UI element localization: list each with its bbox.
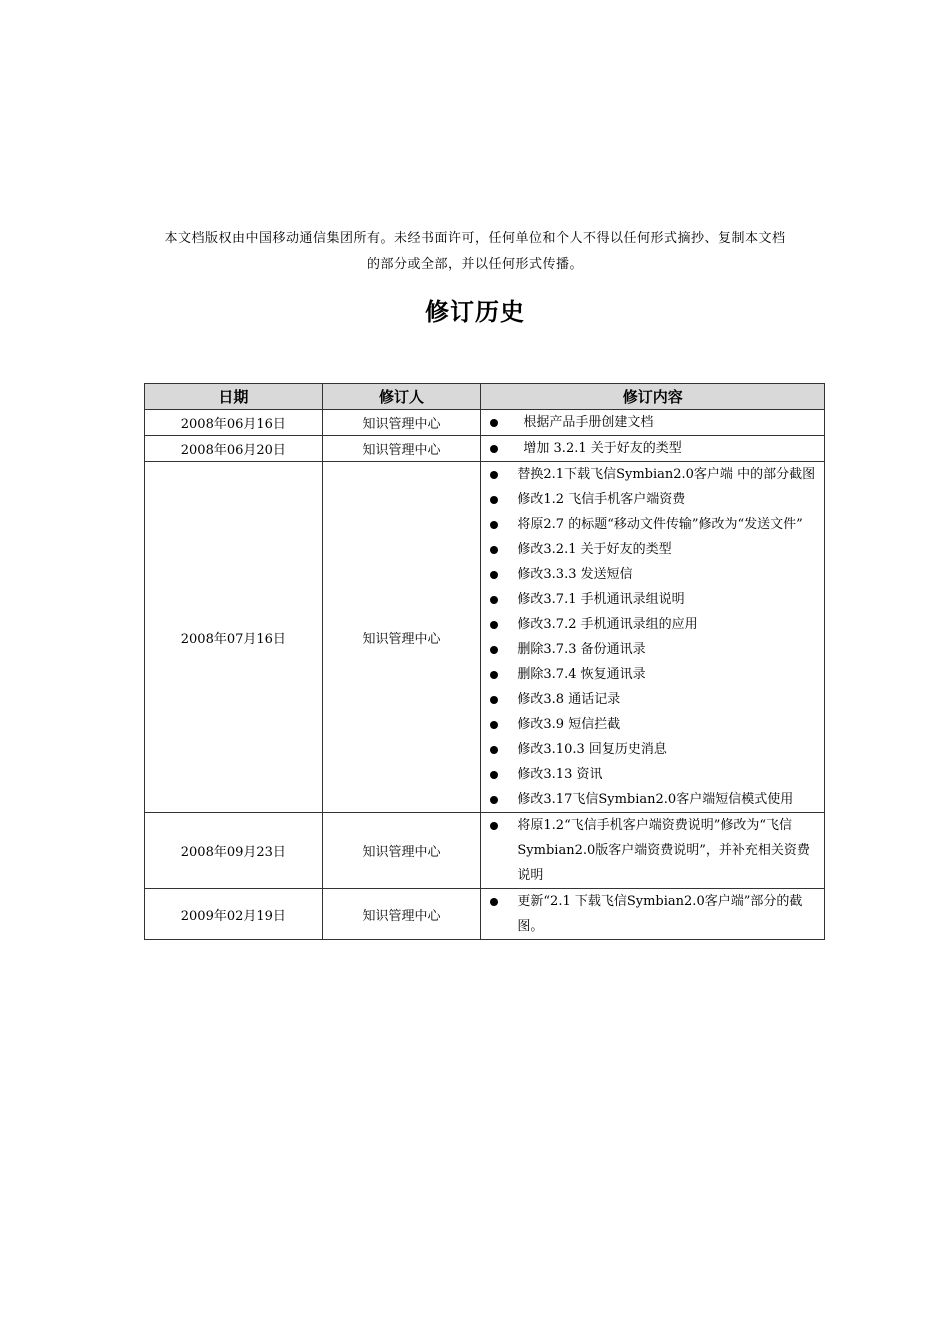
bullet-icon — [490, 419, 498, 427]
list-item-text: 将原2.7 的标题“移动文件传输”修改为“发送文件” — [517, 517, 803, 532]
row-content — [481, 889, 825, 940]
list-item-text: 删除3.7.4 恢复通讯录 — [517, 667, 646, 682]
bullet-icon — [490, 746, 498, 754]
list-item-text: 替换2.1下载飞信Symbian2.0客户端 中的部分截图 — [517, 467, 816, 482]
list-item — [481, 462, 824, 487]
table-row — [145, 813, 825, 889]
row-date: 2008年06月20日 — [145, 436, 323, 462]
row-content — [481, 410, 825, 436]
row-content — [481, 813, 825, 889]
list-item — [481, 637, 824, 662]
list-item — [481, 762, 824, 787]
table-header-row — [145, 384, 825, 410]
list-item — [481, 662, 824, 687]
list-item — [481, 512, 824, 537]
bullet-icon — [490, 546, 498, 554]
bullet-icon — [490, 471, 498, 479]
list-item-text: 增加 3.2.1 关于好友的类型 — [523, 441, 682, 456]
list-item — [481, 787, 824, 812]
list-item — [481, 562, 824, 587]
row-author: 知识管理中心 — [322, 889, 481, 940]
list-item-text: 修改3.7.1 手机通讯录组说明 — [517, 592, 685, 607]
table-row — [145, 889, 825, 940]
list-item-text: 修改3.9 短信拦截 — [517, 717, 621, 732]
bullet-icon — [490, 671, 498, 679]
list-item — [481, 487, 824, 512]
bullet-icon — [490, 646, 498, 654]
bullet-icon — [490, 771, 498, 779]
list-item-text: 修改3.3.3 发送短信 — [517, 567, 633, 582]
list-item-text: 修改3.17飞信Symbian2.0客户端短信模式使用 — [517, 792, 794, 807]
page-title: 修订历史 — [425, 298, 525, 326]
list-item — [481, 410, 824, 435]
revision-history-table — [144, 383, 825, 940]
list-item — [481, 813, 824, 888]
list-item-text: 修改3.10.3 回复历史消息 — [517, 742, 667, 757]
table-row — [145, 410, 825, 436]
bullet-icon — [490, 898, 498, 906]
list-item — [481, 537, 824, 562]
bullet-icon — [490, 596, 498, 604]
table-row — [145, 436, 825, 462]
row-author: 知识管理中心 — [322, 462, 481, 813]
row-date: 2008年07月16日 — [145, 462, 323, 813]
list-item-text: 修改3.13 资讯 — [517, 767, 603, 782]
copyright-notice-line-2: 的部分或全部，并以任何形式传播。 — [366, 257, 583, 272]
list-item-text: 修改3.7.2 手机通讯录组的应用 — [517, 617, 698, 632]
bullet-icon — [490, 445, 498, 453]
row-author: 知识管理中心 — [322, 410, 481, 436]
bullet-icon — [490, 521, 498, 529]
row-date: 2008年06月16日 — [145, 410, 323, 436]
row-date: 2008年09月23日 — [145, 813, 323, 889]
row-date: 2009年02月19日 — [145, 889, 323, 940]
row-author: 知识管理中心 — [322, 813, 481, 889]
list-item-text: 修改1.2 飞信手机客户端资费 — [517, 492, 686, 507]
list-item — [481, 889, 824, 939]
table-row — [145, 462, 825, 813]
header-author: 修订人 — [322, 384, 481, 410]
copyright-notice — [140, 226, 810, 278]
list-item-text: 根据产品手册创建文档 — [523, 415, 654, 430]
bullet-icon — [490, 496, 498, 504]
bullet-icon — [490, 621, 498, 629]
list-item — [481, 687, 824, 712]
header-content: 修订内容 — [481, 384, 825, 410]
bullet-icon — [490, 822, 498, 830]
copyright-notice-line-1: 本文档版权由中国移动通信集团所有。未经书面许可，任何单位和个人不得以任何形式摘抄、复制本文档 — [164, 231, 786, 246]
bullet-icon — [490, 796, 498, 804]
list-item — [481, 612, 824, 637]
header-date: 日期 — [145, 384, 323, 410]
bullet-icon — [490, 721, 498, 729]
list-item-text: 修改3.8 通话记录 — [517, 692, 621, 707]
list-item-text: 删除3.7.3 备份通讯录 — [517, 642, 646, 657]
row-author: 知识管理中心 — [322, 436, 481, 462]
bullet-icon — [490, 696, 498, 704]
list-item — [481, 436, 824, 461]
list-item — [481, 737, 824, 762]
list-item — [481, 712, 824, 737]
list-item-text: 将原1.2“飞信手机客户端资费说明”修改为“飞信 Symbian2.0版客户端资费说明”，并补充相关资费说明 — [517, 818, 810, 883]
bullet-icon — [490, 571, 498, 579]
row-content — [481, 462, 825, 813]
list-item-text: 更新“2.1 下载飞信Symbian2.0客户端”部分的截图。 — [517, 894, 803, 934]
row-content — [481, 436, 825, 462]
list-item-text: 修改3.2.1 关于好友的类型 — [517, 542, 672, 557]
list-item — [481, 587, 824, 612]
